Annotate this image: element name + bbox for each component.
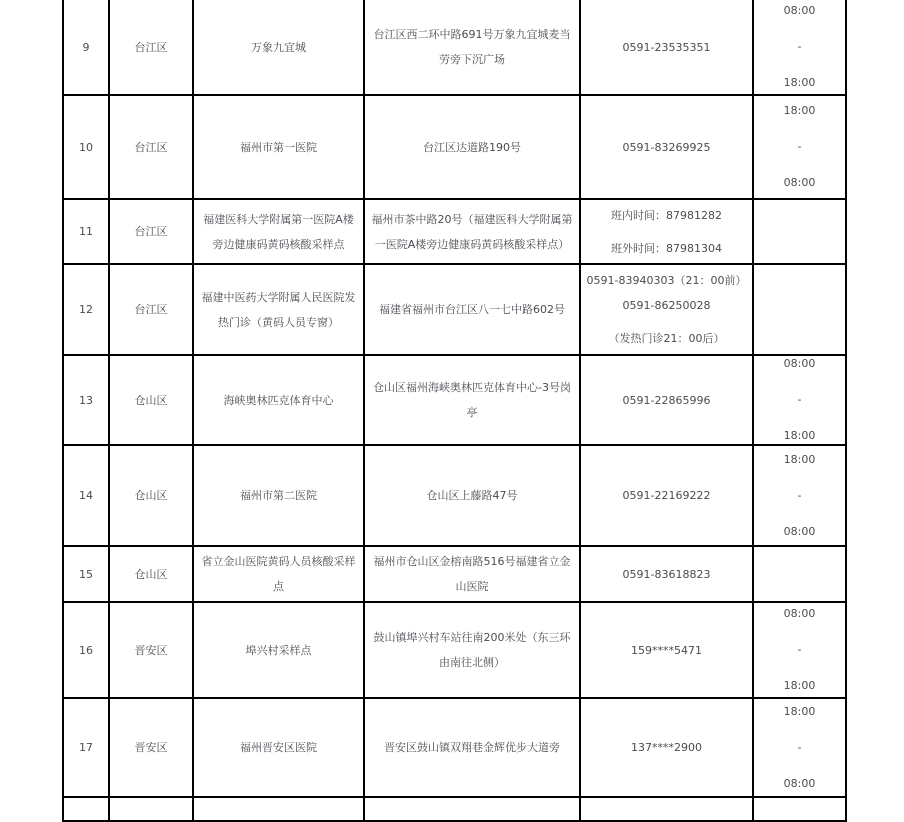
district-cell: 仓山区 [109, 355, 193, 445]
table-row [63, 264, 846, 355]
district-cell: 仓山区 [109, 445, 193, 546]
row-number-cell: 10 [63, 95, 109, 199]
site-name-cell: 福州晋安区医院 [193, 698, 364, 797]
address-cell: 台江区达道路190号 [364, 95, 580, 199]
phone-line: 159****5471 [631, 643, 702, 657]
phone-cell [580, 199, 753, 264]
phone-cell [580, 698, 753, 797]
hours-line: 18:00 [783, 452, 816, 466]
hours-line: - [797, 643, 802, 656]
phone-line: 0591-22169222 [622, 489, 711, 502]
address-cell: 福建省福州市台江区八一七中路602号 [364, 264, 580, 355]
hours-line: - [797, 40, 802, 53]
phone-line: 班内时间：87981282 [611, 208, 722, 222]
district-cell: 台江区 [109, 95, 193, 199]
hours-cell [753, 602, 846, 698]
table-row [63, 0, 846, 95]
phone-cell [580, 355, 753, 445]
district-cell: 晋安区 [109, 602, 193, 698]
hours-line: 18:00 [783, 76, 816, 89]
hours-cell [753, 698, 846, 797]
hours-cell [753, 199, 846, 264]
phone-cell [580, 797, 753, 821]
district-cell: 台江区 [109, 0, 193, 95]
phone-cell [580, 445, 753, 546]
row-number-cell: 15 [63, 546, 109, 602]
hours-line: 18:00 [783, 104, 816, 117]
phone-line: （发热门诊21：00后） [608, 332, 725, 345]
site-name-cell: 万象九宜城 [193, 0, 364, 95]
sampling-sites-table [62, 0, 847, 822]
district-cell: 台江区 [109, 264, 193, 355]
phone-cell [580, 0, 753, 95]
table-row [63, 698, 846, 797]
phone-line: 0591-23535351 [622, 40, 711, 54]
hours-line: 18:00 [783, 429, 816, 442]
phone-line: 0591-83269925 [622, 140, 711, 154]
site-name-cell: 海峡奥林匹克体育中心 [193, 355, 364, 445]
site-name-cell: 福建医科大学附属第一医院A楼旁边健康码黄码核酸采样点 [193, 199, 364, 264]
hours-line: 08:00 [783, 524, 816, 538]
district-cell: 仓山区 [109, 546, 193, 602]
hours-line: 08:00 [783, 176, 816, 189]
district-cell [109, 797, 193, 821]
row-number-cell [63, 797, 109, 821]
row-number-cell: 13 [63, 355, 109, 445]
site-name-cell: 埠兴村采样点 [193, 602, 364, 698]
address-cell [364, 797, 580, 821]
site-name-cell: 福建中医药大学附属人民医院发热门诊（黄码人员专窗） [193, 264, 364, 355]
phone-line: 班外时间：87981304 [611, 241, 722, 255]
hours-line: - [797, 393, 802, 406]
hours-line: 08:00 [783, 4, 816, 17]
table-row [63, 95, 846, 199]
row-number-cell: 14 [63, 445, 109, 546]
hours-line: 08:00 [783, 607, 816, 620]
row-number-cell: 11 [63, 199, 109, 264]
hours-cell [753, 355, 846, 445]
row-number-cell: 17 [63, 698, 109, 797]
hours-line: - [797, 740, 802, 754]
address-cell: 台江区西二环中路691号万象九宜城麦当劳旁下沉广场 [364, 0, 580, 95]
address-cell: 仓山区福州海峡奥林匹克体育中心-3号岗亭 [364, 355, 580, 445]
hours-cell [753, 0, 846, 95]
hours-cell [753, 445, 846, 546]
table-row [63, 445, 846, 546]
table-row [63, 602, 846, 698]
phone-line: 0591-83940303（21：00前）0591-86250028 [586, 274, 747, 312]
district-cell: 晋安区 [109, 698, 193, 797]
row-number-cell: 16 [63, 602, 109, 698]
hours-line: 08:00 [783, 776, 816, 790]
row-number-cell: 9 [63, 0, 109, 95]
phone-cell [580, 95, 753, 199]
site-name-cell: 省立金山医院黄码人员核酸采样点 [193, 546, 364, 602]
district-cell: 台江区 [109, 199, 193, 264]
address-cell: 晋安区鼓山镇双翔巷金辉优步大道旁 [364, 698, 580, 797]
address-cell: 仓山区上藤路47号 [364, 445, 580, 546]
site-name-cell: 福州市第一医院 [193, 95, 364, 199]
hours-cell [753, 797, 846, 821]
table-row [63, 797, 846, 821]
phone-line: 0591-83618823 [622, 567, 711, 581]
hours-line: 18:00 [783, 679, 816, 692]
phone-cell [580, 602, 753, 698]
site-name-cell [193, 797, 364, 821]
phone-line: 0591-22865996 [622, 393, 711, 407]
address-cell: 福州市仓山区金榕南路516号福建省立金山医院 [364, 546, 580, 602]
site-name-cell: 福州市第二医院 [193, 445, 364, 546]
hours-line: 08:00 [783, 357, 816, 370]
table-row [63, 199, 846, 264]
phone-cell [580, 546, 753, 602]
table-row [63, 546, 846, 602]
phone-cell [580, 264, 753, 355]
hours-cell [753, 546, 846, 602]
hours-cell [753, 95, 846, 199]
hours-line: 18:00 [783, 704, 816, 718]
hours-line: - [797, 488, 802, 502]
table-row [63, 355, 846, 445]
phone-line: 137****2900 [631, 741, 702, 754]
hours-line: - [797, 140, 802, 153]
address-cell: 福州市茶中路20号（福建医科大学附属第一医院A楼旁边健康码黄码核酸采样点） [364, 199, 580, 264]
address-cell: 鼓山镇埠兴村车站往南200米处（东三环由南往北侧） [364, 602, 580, 698]
hours-cell [753, 264, 846, 355]
table-body [63, 0, 846, 821]
row-number-cell: 12 [63, 264, 109, 355]
document-page [62, 0, 852, 822]
